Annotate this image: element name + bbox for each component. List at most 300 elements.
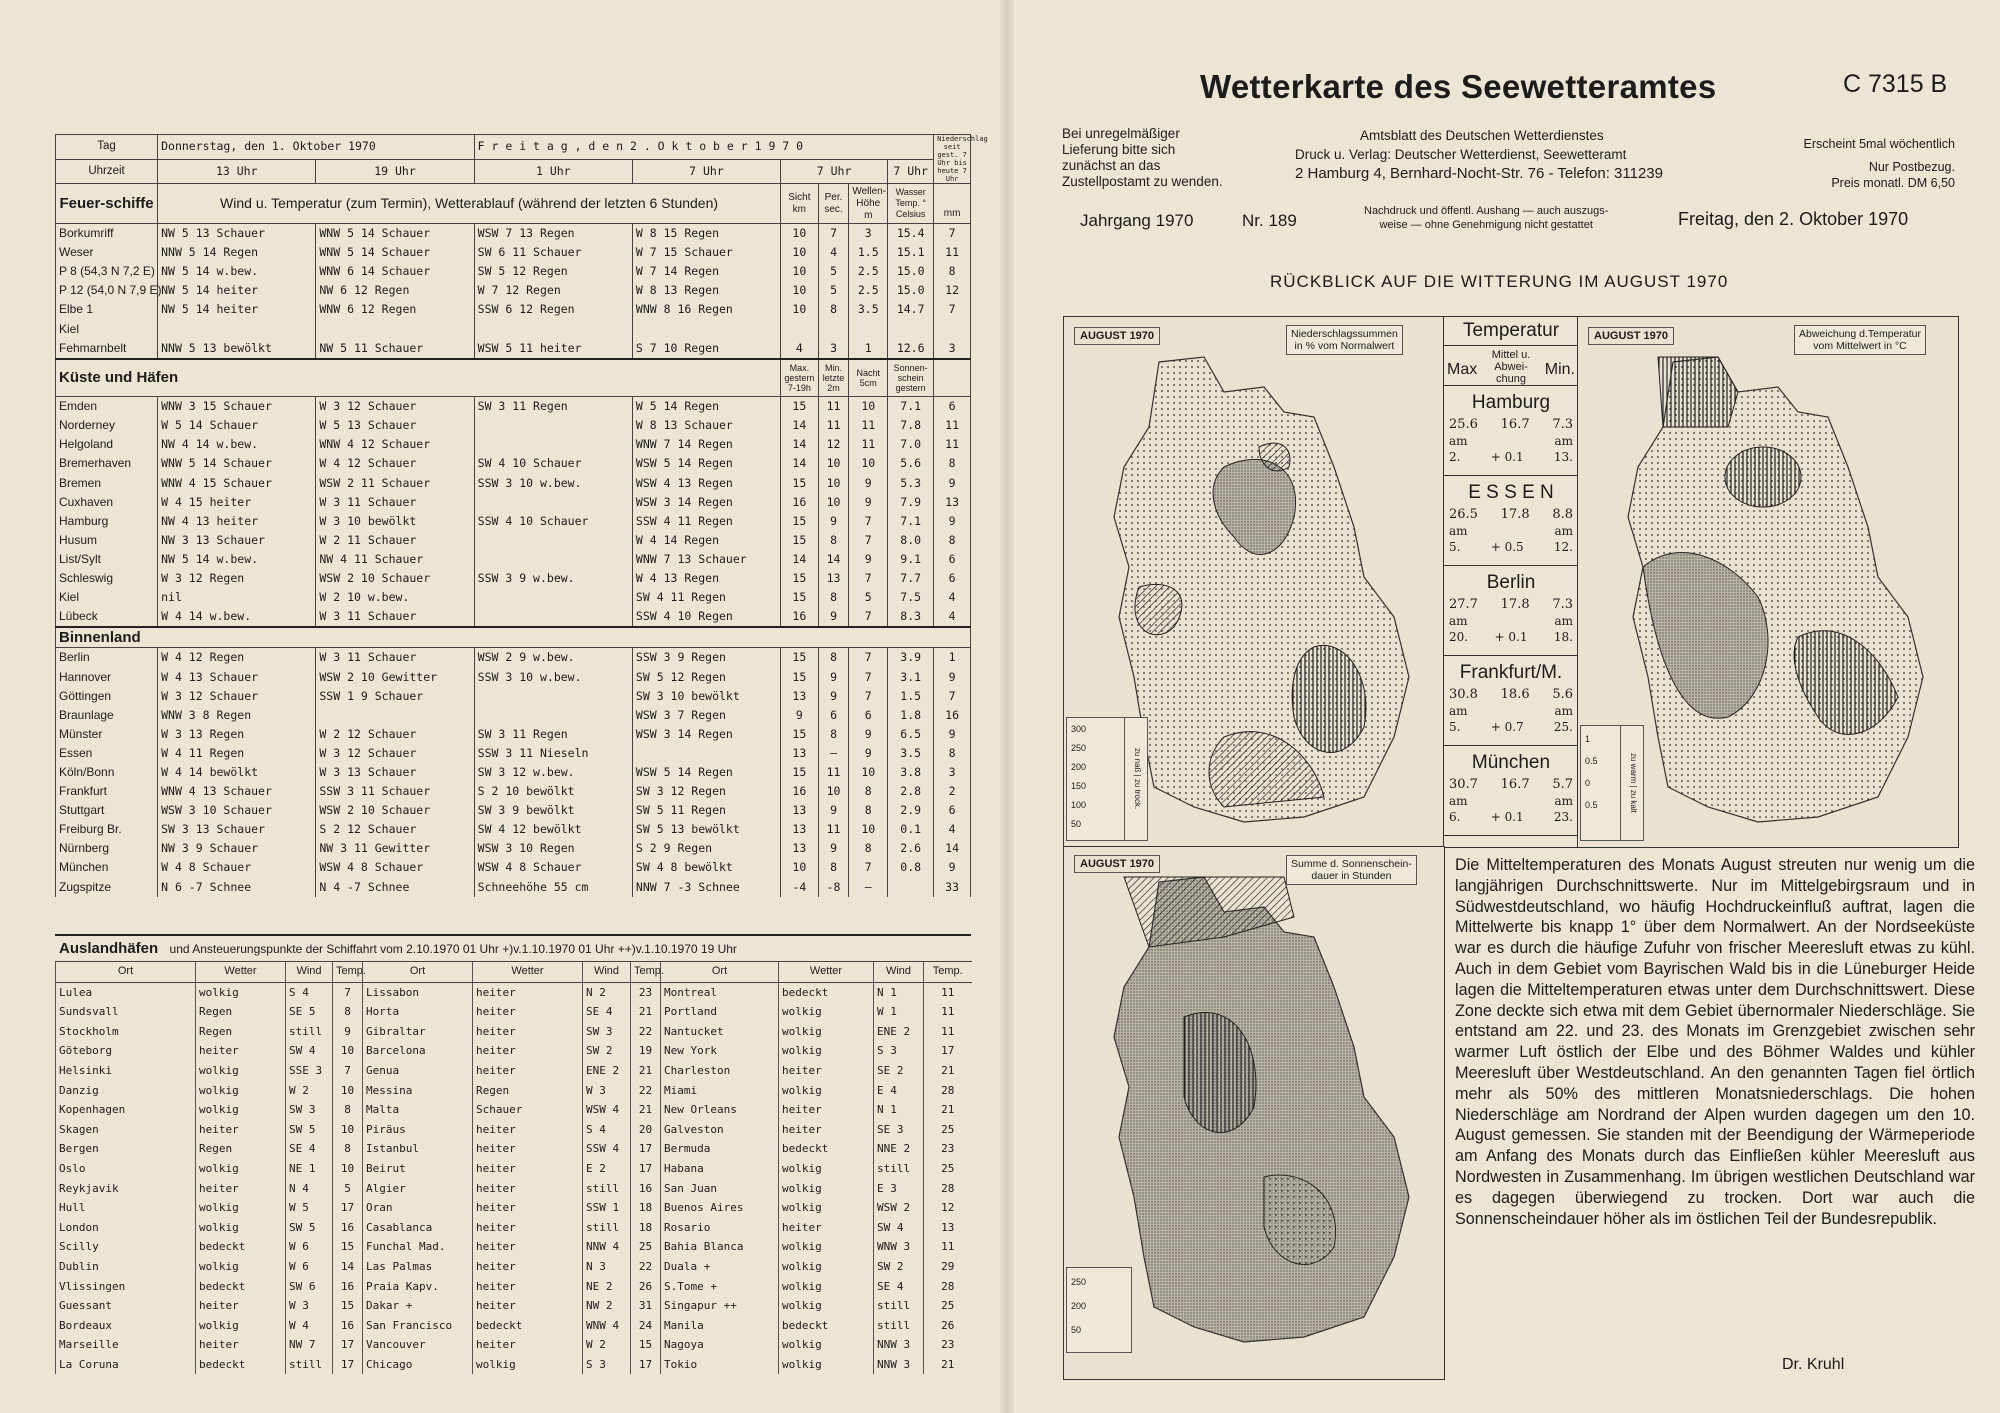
weather-cell: wolkig	[779, 1041, 874, 1061]
value-cell: 6	[849, 706, 888, 725]
observation-cell: SW 3 12 Regen	[632, 782, 780, 801]
observation-cell: N 4 -7 Schnee	[316, 878, 474, 897]
observation-cell	[474, 493, 632, 512]
wind-cell: S 3	[874, 1041, 924, 1061]
wind-cell: ENE 2	[874, 1022, 924, 1042]
value-cell: 5	[818, 281, 849, 300]
weather-cell: wolkig	[779, 1179, 874, 1199]
temp-cell: 22	[631, 1022, 661, 1042]
observation-cell: SW 4 11 Regen	[632, 588, 780, 607]
temp-cell: 21	[631, 1061, 661, 1081]
table-row	[56, 300, 971, 319]
temperature-col-heads	[1444, 361, 1578, 386]
issue-number: Nr. 189	[1242, 211, 1297, 230]
table-row	[56, 531, 971, 550]
abweichung-label	[1494, 361, 1528, 385]
weather-cell: heiter	[473, 1120, 583, 1140]
am-label: am	[1449, 614, 1468, 628]
temp-cell: 28	[924, 1277, 972, 1297]
weather-cell: wolkig	[196, 982, 286, 1002]
value-cell: 11	[818, 416, 849, 435]
min-date: 18.	[1553, 630, 1573, 644]
station-name: Braunlage	[56, 706, 158, 725]
observation-cell: W 4 14 bewölkt	[158, 763, 316, 782]
value-cell: 11	[849, 435, 888, 454]
city-dates	[1444, 628, 1578, 644]
value-cell: 0.1	[888, 820, 934, 839]
map-region-germany	[1114, 877, 1409, 1342]
wind-cell: SW 5	[286, 1218, 333, 1238]
am-label: am	[1554, 434, 1573, 448]
city-values	[1444, 774, 1578, 792]
station-name: Weser	[56, 243, 158, 262]
observation-cell: WNW 5 14 Schauer	[158, 454, 316, 473]
temp-cell: 17	[631, 1139, 661, 1159]
wind-cell: W 1	[874, 1002, 924, 1022]
port-name: Stockholm	[56, 1022, 196, 1042]
auslandhaefen-subtitle: und Ansteuerungspunkte der Schiffahrt vom 2.10.1970 01 Uhr +)v.1.10.1970 01 Uhr ++)v.1.10.1970 19 Uhr	[169, 942, 737, 956]
wind-cell: SE 4	[583, 1002, 631, 1022]
value-cell: 9	[934, 858, 971, 877]
value-cell: 2.6	[888, 839, 934, 858]
observation-cell: NW 3 11 Gewitter	[316, 839, 474, 858]
wind-cell: SSE 3	[286, 1061, 333, 1081]
wind-cell: NW 2	[583, 1296, 631, 1316]
table-row	[56, 858, 971, 877]
observation-cell	[474, 550, 632, 569]
station-name: Emden	[56, 397, 158, 417]
header-row-date	[56, 135, 971, 160]
value-cell: 7	[849, 569, 888, 588]
value-cell: 3.5	[849, 300, 888, 319]
table-row	[56, 878, 971, 897]
observation-cell: WNW 6 14 Schauer	[316, 262, 474, 281]
subscription-note	[1760, 136, 1955, 191]
column-header: Temp.	[333, 962, 363, 983]
am-label: am	[1449, 434, 1468, 448]
map3-scale	[1066, 1267, 1132, 1353]
value-cell: 15	[780, 512, 818, 531]
weather-cell: heiter	[196, 1335, 286, 1355]
value-cell: 10	[780, 262, 818, 281]
wind-cell: NNW 3	[874, 1355, 924, 1375]
temp-cell: 8	[333, 1002, 363, 1022]
city-values	[1444, 504, 1578, 522]
port-name: Charleston	[661, 1061, 779, 1081]
station-name: Husum	[56, 531, 158, 550]
value-cell: 3	[849, 224, 888, 244]
value-cell: 7	[849, 607, 888, 627]
station-name: Bremen	[56, 474, 158, 493]
temp-cell: 17	[631, 1159, 661, 1179]
weather-cell: bedeckt	[196, 1355, 286, 1375]
deviation-value: + 0.1	[1494, 630, 1528, 644]
value-cell: 9	[849, 493, 888, 512]
weather-cell: heiter	[779, 1100, 874, 1120]
column-header: Wind	[583, 962, 631, 983]
observation-cell: SSW 3 10 w.bew.	[474, 474, 632, 493]
value-cell: 8	[818, 531, 849, 550]
table-row	[56, 1139, 972, 1159]
am-label: am	[1449, 524, 1468, 538]
value-cell: 10	[780, 281, 818, 300]
min-value: 8.8	[1552, 507, 1573, 522]
weather-cell: wolkig	[779, 1335, 874, 1355]
table-row	[56, 725, 971, 744]
temp-cell: 21	[924, 1100, 972, 1120]
temp-cell: 25	[924, 1120, 972, 1140]
observation-cell: SW 5 13 bewölkt	[632, 820, 780, 839]
wind-cell: SW 5	[286, 1120, 333, 1140]
value-cell: 10	[849, 763, 888, 782]
value-cell: 7	[934, 687, 971, 706]
value-cell	[888, 878, 934, 897]
value-cell: 11	[849, 416, 888, 435]
value-cell: 9	[780, 706, 818, 725]
wind-cell: SE 4	[286, 1139, 333, 1159]
city-block	[1444, 746, 1578, 836]
wind-cell: W 3	[286, 1296, 333, 1316]
column-header: Temp.	[924, 962, 972, 983]
note-line: Nur Postbezug.	[1868, 160, 1955, 174]
map3-legend	[1286, 855, 1417, 885]
observation-cell: WSW 7 13 Regen	[474, 224, 632, 244]
auslandhaefen-title: Auslandhäfen	[59, 940, 159, 957]
wind-cell: SE 2	[874, 1061, 924, 1081]
station-name: Kiel	[56, 588, 158, 607]
weather-cell: bedeckt	[196, 1277, 286, 1297]
observation-cell: NW 6 12 Regen	[316, 281, 474, 300]
station-name: Köln/Bonn	[56, 763, 158, 782]
station-name: Freiburg Br.	[56, 820, 158, 839]
scale-value: 100	[1071, 800, 1087, 810]
value-cell: 8	[818, 725, 849, 744]
temp-cell: 15	[333, 1296, 363, 1316]
port-name: Beirut	[363, 1159, 473, 1179]
value-cell: 8.0	[888, 531, 934, 550]
observation-cell: WNW 4 13 Schauer	[158, 782, 316, 801]
note-line: Preis monatl. DM 6,50	[1831, 176, 1955, 190]
map3-label: AUGUST 1970	[1074, 855, 1160, 873]
wind-cell: SSW 1	[583, 1198, 631, 1218]
value-cell: 16	[934, 706, 971, 725]
value-cell: 5	[849, 588, 888, 607]
wind-cell: W 2	[286, 1081, 333, 1101]
table-row	[56, 1002, 972, 1022]
map1-label: AUGUST 1970	[1074, 327, 1160, 345]
header-row-kueste	[56, 359, 971, 397]
station-name: List/Sylt	[56, 550, 158, 569]
station-name: Nürnberg	[56, 839, 158, 858]
value-cell: 12	[818, 435, 849, 454]
value-cell: 9	[849, 550, 888, 569]
value-cell: 15	[780, 763, 818, 782]
station-name: Fehmarnbelt	[56, 339, 158, 359]
weather-cell: Regen	[196, 1022, 286, 1042]
am-label: am	[1554, 614, 1573, 628]
value-cell	[818, 319, 849, 338]
port-name: Malta	[363, 1100, 473, 1120]
weather-cell: heiter	[196, 1179, 286, 1199]
observation-cell: SW 3 11 Regen	[474, 725, 632, 744]
wind-cell: SW 6	[286, 1277, 333, 1297]
port-name: Reykjavik	[56, 1179, 196, 1199]
value-cell: 8	[818, 588, 849, 607]
observation-cell: W 8 15 Regen	[632, 224, 780, 244]
niederschlag-label: Niederschlag seit gest. 7 Uhr bis heute 7 Uhr	[934, 135, 971, 184]
time-label: 7 Uhr	[888, 159, 934, 184]
table-row	[56, 1355, 972, 1375]
temp-cell: 28	[924, 1179, 972, 1199]
wind-cell: still	[874, 1159, 924, 1179]
sicht-label: Sicht km	[780, 184, 818, 224]
observation-cell: NNW 7 -3 Schnee	[632, 878, 780, 897]
weather-cell: wolkig	[779, 1355, 874, 1375]
port-name: Sundsvall	[56, 1002, 196, 1022]
wind-cell: N 1	[874, 1100, 924, 1120]
temp-cell: 5	[333, 1179, 363, 1199]
column-header: Wetter	[779, 962, 874, 983]
observation-cell	[158, 319, 316, 338]
value-cell: 15	[780, 531, 818, 550]
value-cell: 13	[780, 801, 818, 820]
observation-cell: WSW 2 10 Schauer	[316, 569, 474, 588]
value-cell: 16	[780, 493, 818, 512]
port-name: Horta	[363, 1002, 473, 1022]
wind-cell: SW 3	[286, 1100, 333, 1120]
city-am-row	[1444, 702, 1578, 718]
station-name: Norderney	[56, 416, 158, 435]
city-dates	[1444, 448, 1578, 464]
observation-cell: WSW 5 14 Regen	[632, 763, 780, 782]
temp-cell: 25	[924, 1159, 972, 1179]
observation-cell: W 3 11 Schauer	[316, 648, 474, 668]
value-cell: 11	[818, 397, 849, 417]
weather-cell: wolkig	[779, 1159, 874, 1179]
temp-cell: 24	[631, 1316, 661, 1336]
observation-cell: SSW 4 10 Schauer	[474, 512, 632, 531]
value-cell: 2.5	[849, 281, 888, 300]
port-name: Bordeaux	[56, 1316, 196, 1336]
weather-cell: wolkig	[196, 1100, 286, 1120]
column-header: Wetter	[473, 962, 583, 983]
port-name: Gibraltar	[363, 1022, 473, 1042]
city-name: München	[1471, 752, 1551, 773]
port-name: Danzig	[56, 1081, 196, 1101]
weather-cell: wolkig	[196, 1316, 286, 1336]
city-dates	[1444, 808, 1578, 824]
time-label: 1 Uhr	[474, 159, 632, 184]
temp-cell: 7	[333, 1061, 363, 1081]
value-cell: 9	[818, 607, 849, 627]
tag-label: Tag	[56, 135, 158, 160]
table-row	[56, 744, 971, 763]
mm-label: mm	[934, 184, 971, 224]
city-dates	[1444, 538, 1578, 554]
weather-cell: heiter	[473, 1257, 583, 1277]
observation-cell: WNW 3 15 Schauer	[158, 397, 316, 417]
temp-cell: 8	[333, 1139, 363, 1159]
table-row	[56, 982, 972, 1002]
port-name: Dublin	[56, 1257, 196, 1277]
observation-cell: W 3 12 Schauer	[316, 397, 474, 417]
value-cell: 3.8	[888, 763, 934, 782]
station-name: Kiel	[56, 319, 158, 338]
page-title: Wetterkarte des Seewetteramtes	[1200, 68, 1717, 105]
column-header: Wetter	[196, 962, 286, 983]
value-cell: 9	[818, 687, 849, 706]
value-cell: 14	[780, 454, 818, 473]
weather-cell: bedeckt	[779, 1139, 874, 1159]
weather-cell: bedeckt	[196, 1237, 286, 1257]
observation-cell: NNW 5 13 bewölkt	[158, 339, 316, 359]
temp-cell: 11	[924, 1022, 972, 1042]
temp-cell: 22	[631, 1081, 661, 1101]
temp-cell: 18	[631, 1198, 661, 1218]
observation-cell: W 2 10 w.bew.	[316, 588, 474, 607]
table-row	[56, 1022, 972, 1042]
weather-cell: heiter	[473, 1061, 583, 1081]
wind-cell: WSW 2	[874, 1198, 924, 1218]
value-cell: 10	[818, 493, 849, 512]
value-cell: 8.3	[888, 607, 934, 627]
value-cell: 10	[780, 858, 818, 877]
weather-cell: wolkig	[196, 1159, 286, 1179]
port-name: Chicago	[363, 1355, 473, 1375]
max-label: Max	[1447, 361, 1478, 378]
temp-cell: 23	[924, 1139, 972, 1159]
value-cell: 14	[780, 550, 818, 569]
value-cell: 8	[849, 801, 888, 820]
port-name: Galveston	[661, 1120, 779, 1140]
observation-cell: S 7 10 Regen	[632, 339, 780, 359]
author-signature: Dr. Kruhl	[1782, 1356, 1845, 1373]
city-name: Frankfurt/M.	[1459, 662, 1563, 683]
observation-cell: W 3 11 Schauer	[316, 493, 474, 512]
wind-cell: N 4	[286, 1179, 333, 1199]
wind-cell: still	[874, 1296, 924, 1316]
value-cell: 10	[818, 782, 849, 801]
value-cell: 7	[934, 224, 971, 244]
feuerschiffe-rows	[56, 224, 971, 359]
weather-cell: bedeckt	[779, 1316, 874, 1336]
temp-cell: 21	[924, 1355, 972, 1375]
observation-cell: S 2 9 Regen	[632, 839, 780, 858]
port-name: Manila	[661, 1316, 779, 1336]
temp-cell: 19	[631, 1041, 661, 1061]
weather-cell: wolkig	[196, 1257, 286, 1277]
port-name: Skagen	[56, 1120, 196, 1140]
observation-cell: W 4 14 Regen	[632, 531, 780, 550]
wind-cell: SW 2	[583, 1041, 631, 1061]
value-cell: 9	[818, 512, 849, 531]
header-row-binnenland	[56, 627, 971, 648]
weather-cell: wolkig	[779, 1257, 874, 1277]
temp-cell: 16	[333, 1218, 363, 1238]
observation-cell: SW 5 12 Regen	[632, 667, 780, 686]
value-cell: 12	[934, 281, 971, 300]
value-cell: 9	[818, 839, 849, 858]
value-cell: 9	[849, 744, 888, 763]
value-cell: 3.5	[888, 744, 934, 763]
wind-cell: E 2	[583, 1159, 631, 1179]
observation-cell: W 4 12 Regen	[158, 648, 316, 668]
note-line: Erscheint 5mal wöchentlich	[1803, 137, 1955, 151]
observation-cell: SW 4 12 bewölkt	[474, 820, 632, 839]
observation-cell: W 3 12 Regen	[158, 569, 316, 588]
port-name: New York	[661, 1041, 779, 1061]
station-name: Berlin	[56, 648, 158, 668]
weather-cell: Schauer	[473, 1100, 583, 1120]
value-cell: 1.5	[888, 687, 934, 706]
section-binnenland: Binnenland	[56, 627, 971, 648]
map1-scale-caption: zu naß | zu trock.	[1124, 717, 1148, 841]
observation-cell: N 6 -7 Schnee	[158, 878, 316, 897]
time-label: 7 Uhr	[780, 159, 887, 184]
temp-cell: 20	[631, 1120, 661, 1140]
port-name: La Coruna	[56, 1355, 196, 1375]
value-cell: 10	[780, 300, 818, 319]
table-row	[56, 820, 971, 839]
observation-cell: W 5 14 Regen	[632, 397, 780, 417]
value-cell: 3	[934, 763, 971, 782]
port-name: Barcelona	[363, 1041, 473, 1061]
mean-value: 16.7	[1500, 777, 1530, 792]
port-name: Montreal	[661, 982, 779, 1002]
value-cell: 5.3	[888, 474, 934, 493]
value-cell: 4	[780, 339, 818, 359]
max-value: 26.5	[1449, 507, 1478, 522]
temp-cell: 9	[333, 1022, 363, 1042]
value-cell: 12.6	[888, 339, 934, 359]
value-cell: 4	[934, 588, 971, 607]
temperature-deviation-map	[1577, 316, 1959, 848]
value-cell: 6	[934, 801, 971, 820]
scale-value: 50	[1071, 1325, 1082, 1335]
auslandhaefen-head-row	[56, 962, 972, 983]
port-name: Istanbul	[363, 1139, 473, 1159]
station-name: Cuxhaven	[56, 493, 158, 512]
value-cell: 2	[934, 782, 971, 801]
port-name: Nantucket	[661, 1022, 779, 1042]
observation-cell: W 3 13 Regen	[158, 725, 316, 744]
wind-cell: W 6	[286, 1237, 333, 1257]
station-name: Hamburg	[56, 512, 158, 531]
value-cell: 4	[934, 820, 971, 839]
scale-value: 200	[1071, 762, 1087, 772]
observation-cell	[474, 531, 632, 550]
weather-cell: heiter	[779, 1120, 874, 1140]
weather-cell: wolkig	[196, 1061, 286, 1081]
wind-cell: NW 7	[286, 1335, 333, 1355]
weather-cell: wolkig	[473, 1355, 583, 1375]
wind-cell: still	[874, 1316, 924, 1336]
table-row	[56, 588, 971, 607]
value-cell: 13	[818, 569, 849, 588]
city-name: E S S E N	[1468, 482, 1554, 503]
wasser-label: Wasser Temp. ° Celsius	[888, 184, 934, 224]
value-cell: 13	[780, 687, 818, 706]
temp-cell: 15	[631, 1335, 661, 1355]
value-cell: 11	[818, 820, 849, 839]
observation-cell: SW 5 12 Regen	[474, 262, 632, 281]
observation-cell	[316, 706, 474, 725]
column-header: Temp.	[631, 962, 661, 983]
min-value: 7.3	[1552, 417, 1573, 432]
value-cell: 8	[818, 300, 849, 319]
value-cell: -4	[780, 878, 818, 897]
min-nacht-label: Nacht 5cm	[849, 359, 888, 397]
